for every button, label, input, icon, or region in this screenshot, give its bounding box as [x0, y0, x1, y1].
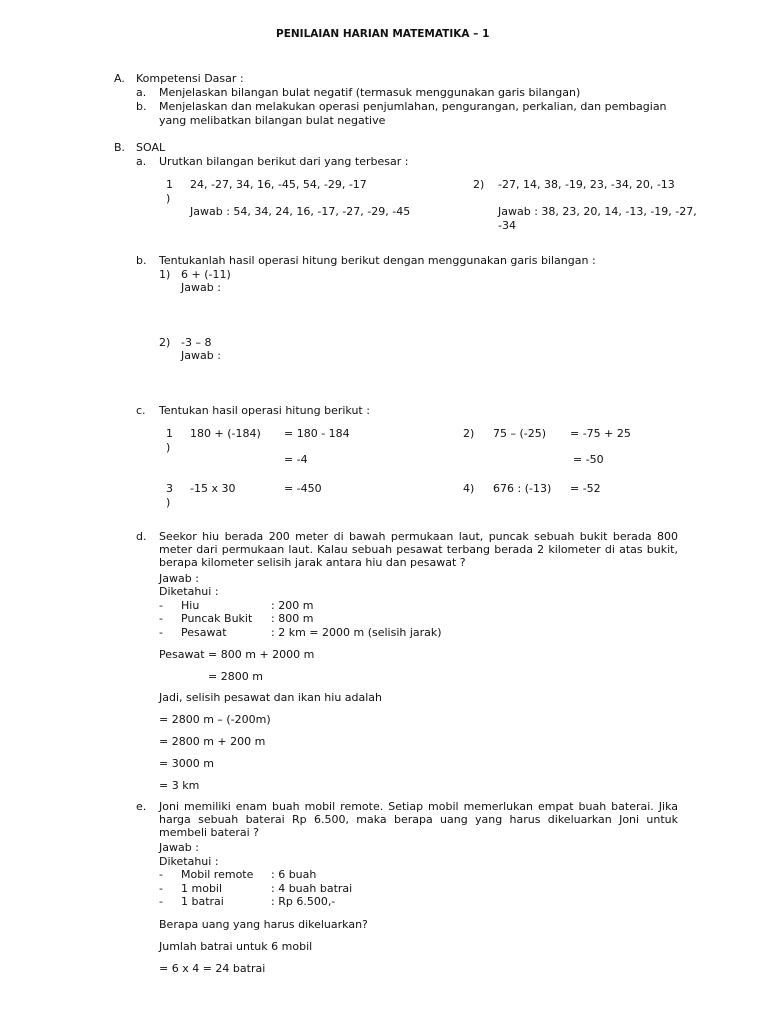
qe-jawab: Jawab :: [159, 841, 199, 854]
competency-b-line2: yang melibatkan bilangan bulat negative: [159, 114, 386, 127]
qd-fact-value: : 2 km = 2000 m (selisih jarak): [271, 626, 442, 639]
qa-item1-numbers: 24, -27, 34, 16, -45, 54, -29, -17: [190, 178, 367, 191]
competency-marker-a: a.: [136, 86, 147, 99]
qc-item3-step1: = -450: [284, 482, 322, 495]
qc-item3-expr: -15 x 30: [190, 482, 236, 495]
question-b-marker: b.: [136, 254, 147, 267]
question-c-marker: c.: [136, 404, 146, 417]
question-a-marker: a.: [136, 155, 147, 168]
qc-item4-number: 4): [463, 482, 475, 495]
qd-jawab: Jawab :: [159, 572, 199, 585]
qd-work-line: = 2800 m – (-200m): [159, 713, 271, 726]
qd-fact-label: Hiu: [181, 599, 200, 612]
qc-item3-paren: ): [166, 496, 171, 509]
qd-work-line: = 2800 m: [208, 670, 263, 683]
qb-item1-expr: 6 + (-11): [181, 268, 231, 281]
question-e-marker: e.: [136, 800, 147, 813]
question-c-prompt: Tentukan hasil operasi hitung berikut :: [159, 404, 370, 417]
page-title: PENILAIAN HARIAN MATEMATIKA – 1: [276, 28, 490, 40]
qe-work-line: = 6 x 4 = 24 batrai: [159, 962, 266, 975]
qc-item3-number: 3: [166, 482, 173, 495]
qa-item2-answer-line1: Jawab : 38, 23, 20, 14, -13, -19, -27,: [498, 205, 697, 218]
qe-work-line: Jumlah batrai untuk 6 mobil: [159, 940, 313, 953]
qa-item2-numbers: -27, 14, 38, -19, 23, -34, 20, -13: [498, 178, 675, 191]
qe-fact-dash: -: [159, 882, 163, 895]
question-e-text: Joni memiliki enam buah mobil remote. Setiap mobil memerlukan empat buah baterai. Jika harga sebuah baterai Rp 6.500, maka berapa uang yang harus dikeluarkan Joni untuk membeli baterai ?: [159, 800, 678, 839]
qb-item2-number: 2): [159, 336, 171, 349]
qa-item1-answer: Jawab : 54, 34, 24, 16, -17, -27, -29, -45: [190, 205, 411, 218]
qd-fact-value: : 800 m: [271, 612, 314, 625]
qc-item2-number: 2): [463, 427, 475, 440]
qb-item2-answer: Jawab :: [181, 349, 221, 362]
qd-fact-label: Pesawat: [181, 626, 227, 639]
qd-work-line: Pesawat = 800 m + 2000 m: [159, 648, 315, 661]
qd-fact-dash: -: [159, 599, 163, 612]
qe-fact-label: Mobil remote: [181, 868, 254, 881]
qc-item2-expr: 75 – (-25): [493, 427, 547, 440]
qb-item2-expr: -3 – 8: [181, 336, 212, 349]
qd-fact-dash: -: [159, 626, 163, 639]
qe-fact-value: : Rp 6.500,-: [271, 895, 336, 908]
qa-item2-number: 2): [473, 178, 485, 191]
qd-work-line: = 3000 m: [159, 757, 214, 770]
qd-fact-label: Puncak Bukit: [181, 612, 253, 625]
qa-item1-paren: ): [166, 192, 171, 205]
question-a-prompt: Urutkan bilangan berikut dari yang terbesar :: [159, 155, 409, 168]
qd-work-line: Jadi, selisih pesawat dan ikan hiu adalah: [159, 691, 383, 704]
qe-work-line: Berapa uang yang harus dikeluarkan?: [159, 918, 368, 931]
question-b-prompt: Tentukanlah hasil operasi hitung berikut dengan menggunakan garis bilangan :: [159, 254, 596, 267]
qc-item2-step1: = -75 + 25: [570, 427, 631, 440]
competency-b-line1: Menjelaskan dan melakukan operasi penjumlahan, pengurangan, perkalian, dan pembagian: [159, 100, 667, 113]
qc-item1-paren: ): [166, 441, 171, 454]
section-b-marker: B.: [114, 141, 126, 154]
qe-fact-dash: -: [159, 868, 163, 881]
qe-diketahui: Diketahui :: [159, 855, 219, 868]
qc-item1-step2: = -4: [284, 453, 308, 466]
qb-item1-answer: Jawab :: [181, 281, 221, 294]
qd-work-line: = 3 km: [159, 779, 200, 792]
qd-fact-dash: -: [159, 612, 163, 625]
qa-item1-number: 1: [166, 178, 173, 191]
qe-fact-dash: -: [159, 895, 163, 908]
question-d-text: Seekor hiu berada 200 meter di bawah permukaan laut, puncak sebuah bukit berada 800 meter dari permukaan laut. Kalau sebuah pesawat terbang berada 2 kilometer di atas bukit, berapa kilometer selisih jarak antara hiu dan pesawat ?: [159, 530, 678, 569]
qc-item4-step1: = -52: [570, 482, 601, 495]
qe-fact-value: : 4 buah batrai: [271, 882, 353, 895]
qc-item1-expr: 180 + (-184): [190, 427, 261, 440]
section-a-marker: A.: [114, 72, 125, 85]
qb-item1-number: 1): [159, 268, 171, 281]
qe-fact-value: : 6 buah: [271, 868, 317, 881]
qe-fact-label: 1 mobil: [181, 882, 223, 895]
qa-item2-answer-line2: -34: [498, 219, 516, 232]
question-d-marker: d.: [136, 530, 147, 543]
qd-work-line: = 2800 m + 200 m: [159, 735, 266, 748]
qe-fact-label: 1 batrai: [181, 895, 224, 908]
qc-item4-expr: 676 : (-13): [493, 482, 552, 495]
qd-fact-value: : 200 m: [271, 599, 314, 612]
qc-item2-step2: = -50: [573, 453, 604, 466]
qd-diketahui: Diketahui :: [159, 585, 219, 598]
qc-item1-step1: = 180 - 184: [284, 427, 350, 440]
competency-marker-b: b.: [136, 100, 147, 113]
qc-item1-number: 1: [166, 427, 173, 440]
section-a-heading: Kompetensi Dasar :: [136, 72, 244, 85]
competency-a: Menjelaskan bilangan bulat negatif (termasuk menggunakan garis bilangan): [159, 86, 581, 99]
section-b-heading: SOAL: [136, 141, 166, 154]
